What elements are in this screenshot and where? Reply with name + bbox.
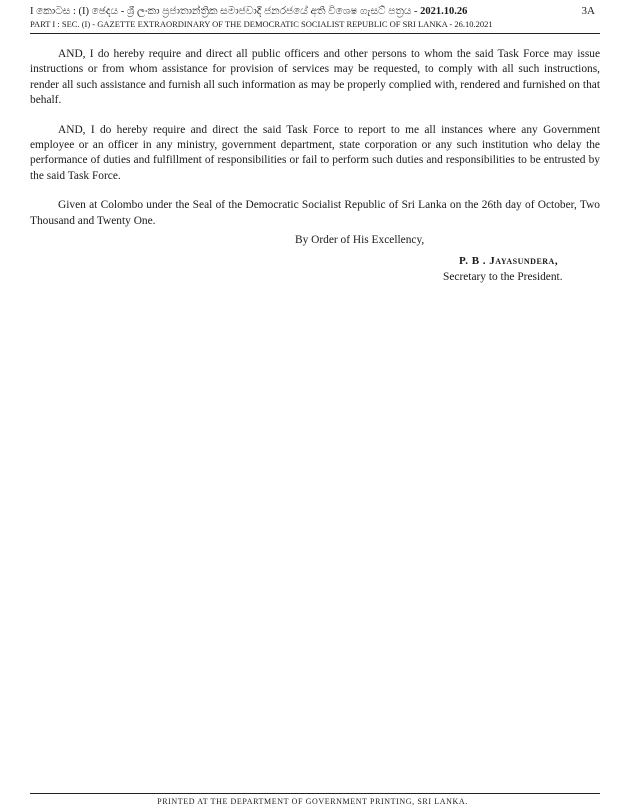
paragraph: Given at Colombo under the Seal of the Democratic Socialist Republic of Sri Lanka on the 26th day of October, Two Thousand and Twenty One. — [30, 199, 600, 227]
gazette-header — [30, 5, 595, 30]
header-sinhala-text: I කොටස : (I) ඡෙදය - ශ්‍රී ලංකා ප්‍රජාතාන්ත්‍රික සමාජවාදී ජනරජයේ අති විශෙෂ ගැසට් පත්‍රය - — [30, 6, 421, 17]
gazette-body — [30, 47, 600, 243]
paragraph: AND, I do hereby require and direct the said Task Force to report to me all instances where any Government employee or an officer in any ministry, government department, state corporation or any such institution who delay the performance of duties and fulfillment of responsibilities or fail to perform such duties and responsibilities to be entrusted by the said Task Force. — [30, 123, 600, 182]
paragraph: AND, I do hereby require and direct all public officers and other persons to whom the said Task Force may issue instructions or from whom assistance for provision of services may be requested, to comply with all such instructions, render all such assistance and furnish all such information as may be properly complied with, rendered and furnished on that behalf. — [30, 48, 600, 107]
page-number: 3A — [581, 5, 595, 17]
signature-order-line: By Order of His Excellency, — [295, 234, 425, 246]
footer-rule — [30, 793, 600, 794]
signatory-name — [459, 255, 558, 267]
signatory-title: Secretary to the President. — [443, 271, 563, 283]
printer-footer: PRINTED AT THE DEPARTMENT OF GOVERNMENT PRINTING, SRI LANKA. — [157, 797, 468, 806]
header-sinhala-date: 2021.10.26 — [420, 6, 468, 17]
signatory-initials: P. B . — [459, 255, 490, 267]
header-sinhala-line — [30, 5, 595, 18]
header-rule — [30, 33, 600, 34]
header-english-line: PART I : SEC. (I) - GAZETTE EXTRAORDINARY OF THE DEMOCRATIC SOCIALIST REPUBLIC OF SRI LANKA - 26.10.2021 — [30, 19, 493, 29]
signatory-surname: Jayasundera, — [489, 255, 559, 267]
